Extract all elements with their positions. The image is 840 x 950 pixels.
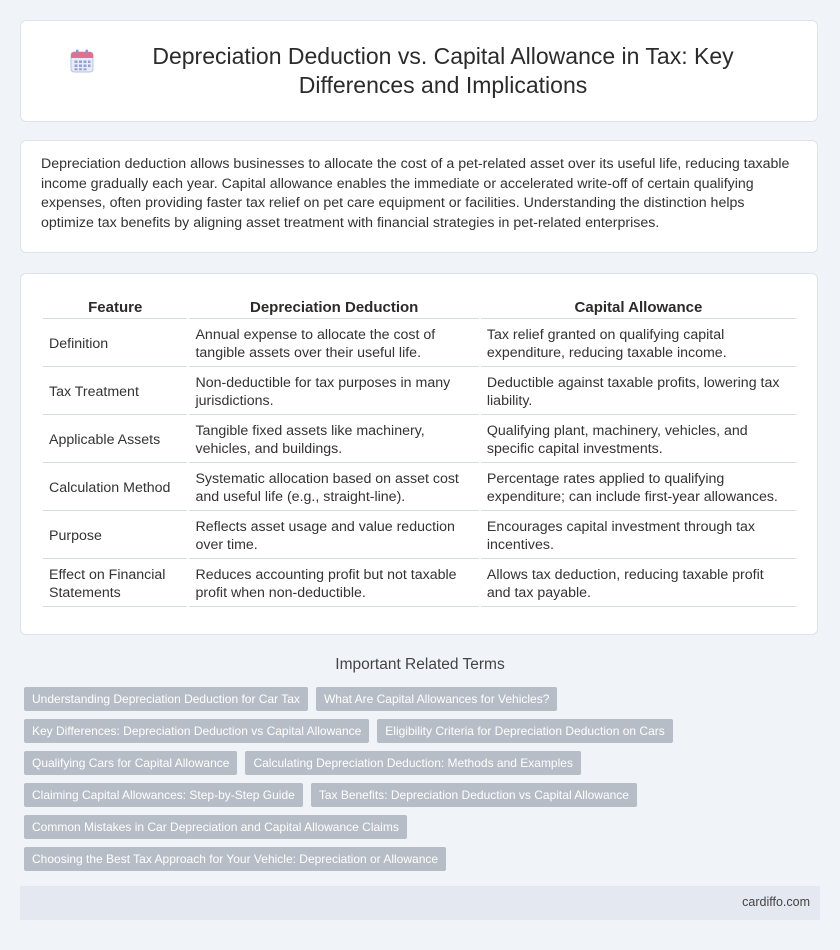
related-term-link[interactable]: Claiming Capital Allowances: Step-by-Step Guide: [24, 783, 303, 807]
table-cell: Reduces accounting profit but not taxable profit when non-deductible.: [189, 561, 478, 607]
related-terms-title: Important Related Terms: [335, 656, 505, 673]
table-cell: Tax relief granted on qualifying capital expenditure, reducing taxable income.: [481, 321, 796, 367]
related-term-link[interactable]: Choosing the Best Tax Approach for Your Vehicle: Depreciation or Allowance: [24, 847, 446, 871]
related-term-link[interactable]: Qualifying Cars for Capital Allowance: [24, 751, 237, 775]
table-row: [43, 369, 796, 415]
intro-text: Depreciation deduction allows businesses to allocate the cost of a pet-related asset over its useful life, reducing taxable income gradually each year. Capital allowance enables the immediate or accelerated write-off of certain qualifying expenses, often providing faster tax relief on pet care equipment or facilities. Understanding the distinction helps optimize tax benefits by aligning asset treatment with financial strategies in pet-related enterprises.: [41, 156, 790, 231]
table-header-row: [43, 296, 796, 319]
tag-row: [24, 719, 804, 743]
tag-row: [24, 847, 804, 871]
table-cell-feature: Tax Treatment: [43, 369, 187, 415]
tag-row: [24, 815, 804, 839]
intro-card: [20, 140, 818, 253]
table-cell: Deductible against taxable profits, lowering tax liability.: [481, 369, 796, 415]
related-term-link[interactable]: Calculating Depreciation Deduction: Methods and Examples: [245, 751, 581, 775]
related-term-link[interactable]: Common Mistakes in Car Depreciation and Capital Allowance Claims: [24, 815, 407, 839]
tag-row: [24, 783, 804, 807]
tag-row: [24, 687, 804, 711]
table-cell: Systematic allocation based on asset cost and useful life (e.g., straight-line).: [189, 465, 478, 511]
footer: [20, 886, 820, 920]
related-term-link[interactable]: Eligibility Criteria for Depreciation Deduction on Cars: [377, 719, 672, 743]
table-cell-feature: Purpose: [43, 513, 187, 559]
table-row: [43, 561, 796, 607]
table-cell: Non-deductible for tax purposes in many jurisdictions.: [189, 369, 478, 415]
table-cell: Annual expense to allocate the cost of tangible assets over their useful life.: [189, 321, 478, 367]
header-card: [20, 20, 818, 122]
footer-site-link[interactable]: cardiffo.com: [742, 895, 810, 909]
related-term-link[interactable]: Key Differences: Depreciation Deduction vs Capital Allowance: [24, 719, 369, 743]
column-header: Depreciation Deduction: [189, 296, 478, 319]
related-term-link[interactable]: Tax Benefits: Depreciation Deduction vs Capital Allowance: [311, 783, 637, 807]
table-cell: Encourages capital investment through tax incentives.: [481, 513, 796, 559]
table-cell-feature: Applicable Assets: [43, 417, 187, 463]
page-title: Depreciation Deduction vs. Capital Allowance in Tax: Key Differences and Implications: [152, 43, 734, 98]
table-cell: Tangible fixed assets like machinery, vehicles, and buildings.: [189, 417, 478, 463]
table-cell-feature: Effect on Financial Statements: [43, 561, 187, 607]
table-cell-feature: Definition: [43, 321, 187, 367]
comparison-table: [41, 294, 798, 609]
related-term-link[interactable]: What Are Capital Allowances for Vehicles?: [316, 687, 557, 711]
table-cell: Qualifying plant, machinery, vehicles, and specific capital investments.: [481, 417, 796, 463]
table-cell-feature: Calculation Method: [43, 465, 187, 511]
table-row: [43, 417, 796, 463]
column-header: Capital Allowance: [481, 296, 796, 319]
comparison-table-card: [20, 273, 818, 635]
table-row: [43, 321, 796, 367]
table-cell: Allows tax deduction, reducing taxable profit and tax payable.: [481, 561, 796, 607]
table-row: [43, 465, 796, 511]
table-cell: Percentage rates applied to qualifying expenditure; can include first-year allowances.: [481, 465, 796, 511]
related-terms-list: [24, 687, 804, 879]
tag-row: [24, 751, 804, 775]
related-term-link[interactable]: Understanding Depreciation Deduction for Car Tax: [24, 687, 308, 711]
column-header: Feature: [43, 296, 187, 319]
table-cell: Reflects asset usage and value reduction over time.: [189, 513, 478, 559]
table-row: [43, 513, 796, 559]
calendar-icon: [69, 48, 95, 74]
